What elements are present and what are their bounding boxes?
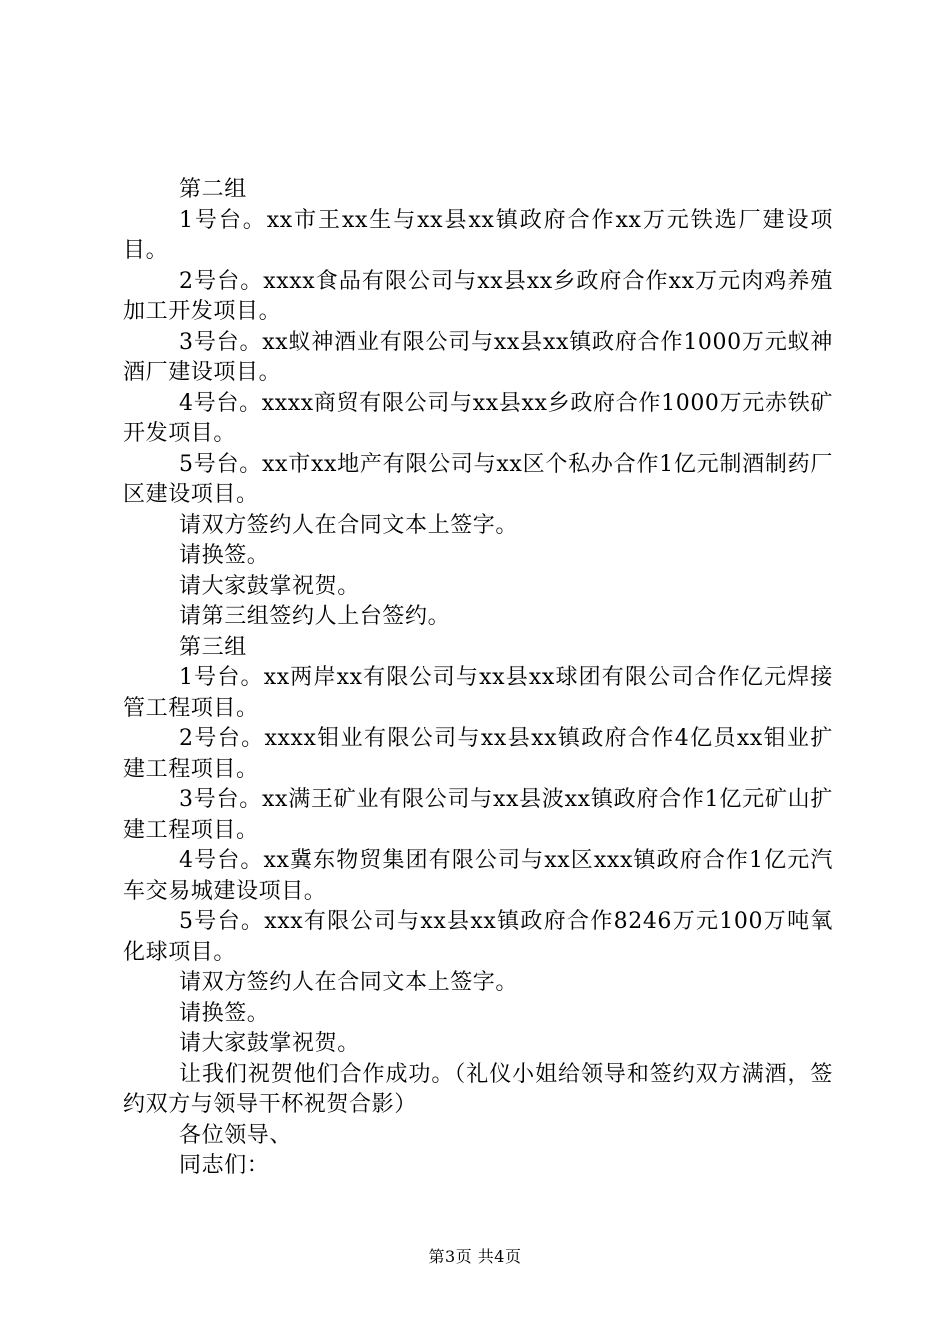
paragraph-group-3-heading: 第三组 xyxy=(179,634,247,660)
paragraph: 让我们祝贺他们合作成功。（礼仪小姐给领导和签约双方满酒，签约双方与领导干杯祝贺合影） xyxy=(123,1061,833,1117)
paragraph-group-2-heading: 第二组 xyxy=(179,177,247,202)
paragraph: 请双方签约人在合同文本上签字。 xyxy=(179,512,519,538)
paragraph: 2号台。xxxx钼业有限公司与xx县xx镇政府合作4亿员xx钼业扩建工程项目。 xyxy=(123,726,833,782)
paragraph: 5号台。xxx有限公司与xx县xx镇政府合作8246万元100万吨氧化球项目。 xyxy=(123,909,833,965)
paragraph: 3号台。xx蚁神酒业有限公司与xx县xx镇政府合作1000万元蚁神酒厂建设项目。 xyxy=(123,329,833,385)
paragraph: 请第三组签约人上台签约。 xyxy=(179,604,451,629)
paragraph: 5号台。xx市xx地产有限公司与xx区个私办合作1亿元制酒制药厂区建设项目。 xyxy=(123,451,833,507)
paragraph: 请换签。 xyxy=(179,1000,270,1026)
paragraph: 3号台。xx满王矿业有限公司与xx县波xx镇政府合作1亿元矿山扩建工程项目。 xyxy=(123,787,833,843)
document-body xyxy=(123,175,833,1182)
paragraph: 1号台。xx两岸xx有限公司与xx县xx球团有限公司合作亿元焊接管工程项目。 xyxy=(123,665,833,721)
page-number-footer: 第3页 共4页 xyxy=(428,1247,522,1266)
paragraph: 2号台。xxxx食品有限公司与xx县xx乡政府合作xx万元肉鸡养殖加工开发项目。 xyxy=(123,268,833,324)
paragraph: 4号台。xx冀东物贸集团有限公司与xx区xxx镇政府合作1亿元汽车交易城建设项目。 xyxy=(123,848,833,904)
paragraph: 请换签。 xyxy=(179,543,270,568)
paragraph: 请双方签约人在合同文本上签字。 xyxy=(179,970,519,995)
paragraph: 各位领导、 xyxy=(179,1122,293,1148)
paragraph: 同志们： xyxy=(179,1153,270,1178)
paragraph: 4号台。xxxx商贸有限公司与xx县xx乡政府合作1000万元赤铁矿开发项目。 xyxy=(123,390,833,446)
paragraph: 请大家鼓掌祝贺。 xyxy=(179,1031,360,1056)
paragraph: 请大家鼓掌祝贺。 xyxy=(179,573,360,599)
paragraph: 1号台。xx市王xx生与xx县xx镇政府合作xx万元铁选厂建设项目。 xyxy=(123,207,833,263)
